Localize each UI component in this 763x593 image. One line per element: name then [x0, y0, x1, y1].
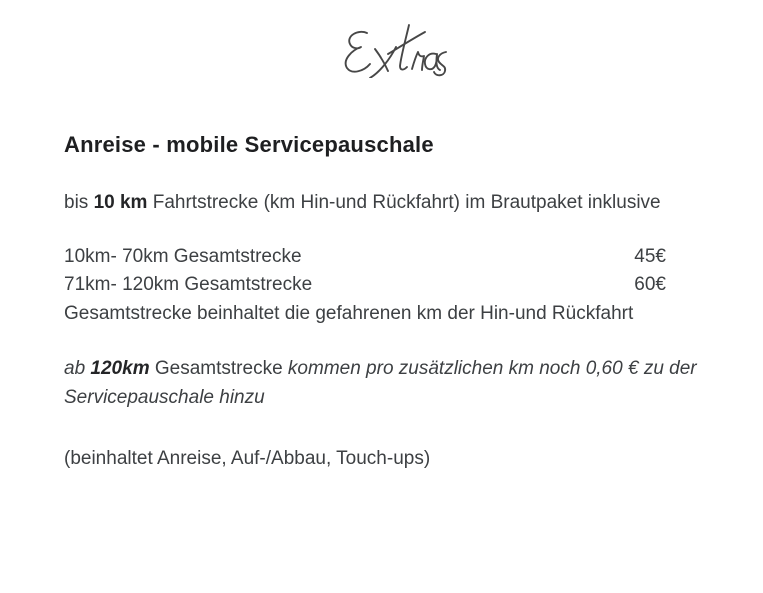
intro-pre: bis	[64, 192, 94, 213]
surcharge-italic-line1: kommen pro zusätzlichen km noch 0,60 € zu der	[287, 358, 697, 379]
surcharge-upright: Gesamtstrecke	[149, 358, 288, 379]
price-row	[64, 243, 666, 272]
surcharge-pre: ab	[64, 358, 91, 379]
price-row	[64, 271, 666, 300]
surcharge-paragraph	[64, 355, 723, 412]
price-value: 60€	[634, 274, 666, 295]
intro-paragraph	[64, 189, 723, 218]
includes-note: (beinhaltet Anreise, Auf-/Abbau, Touch-ups)	[64, 448, 431, 469]
section-heading: Anreise - mobile Servicepauschale	[64, 132, 434, 157]
price-label: 10km- 70km Gesamtstrecke	[64, 245, 302, 267]
price-label: 71km- 120km Gesamtstrecke	[64, 274, 313, 295]
surcharge-bold-distance: 120km	[90, 358, 150, 379]
page-title-script	[64, 0, 723, 78]
price-list	[64, 243, 723, 329]
intro-bold-distance: 10 km	[93, 192, 148, 213]
price-value: 45€	[634, 245, 666, 267]
extras-handwriting-icon	[330, 20, 448, 78]
intro-post: Fahrtstrecke (km Hin-und Rückfahrt) im Brautpaket inklusive	[147, 192, 661, 213]
price-note: Gesamtstrecke beinhaltet die gefahrenen km der Hin-und Rückfahrt	[64, 302, 634, 324]
surcharge-italic-line2: Servicepauschale hinzu	[64, 386, 265, 408]
